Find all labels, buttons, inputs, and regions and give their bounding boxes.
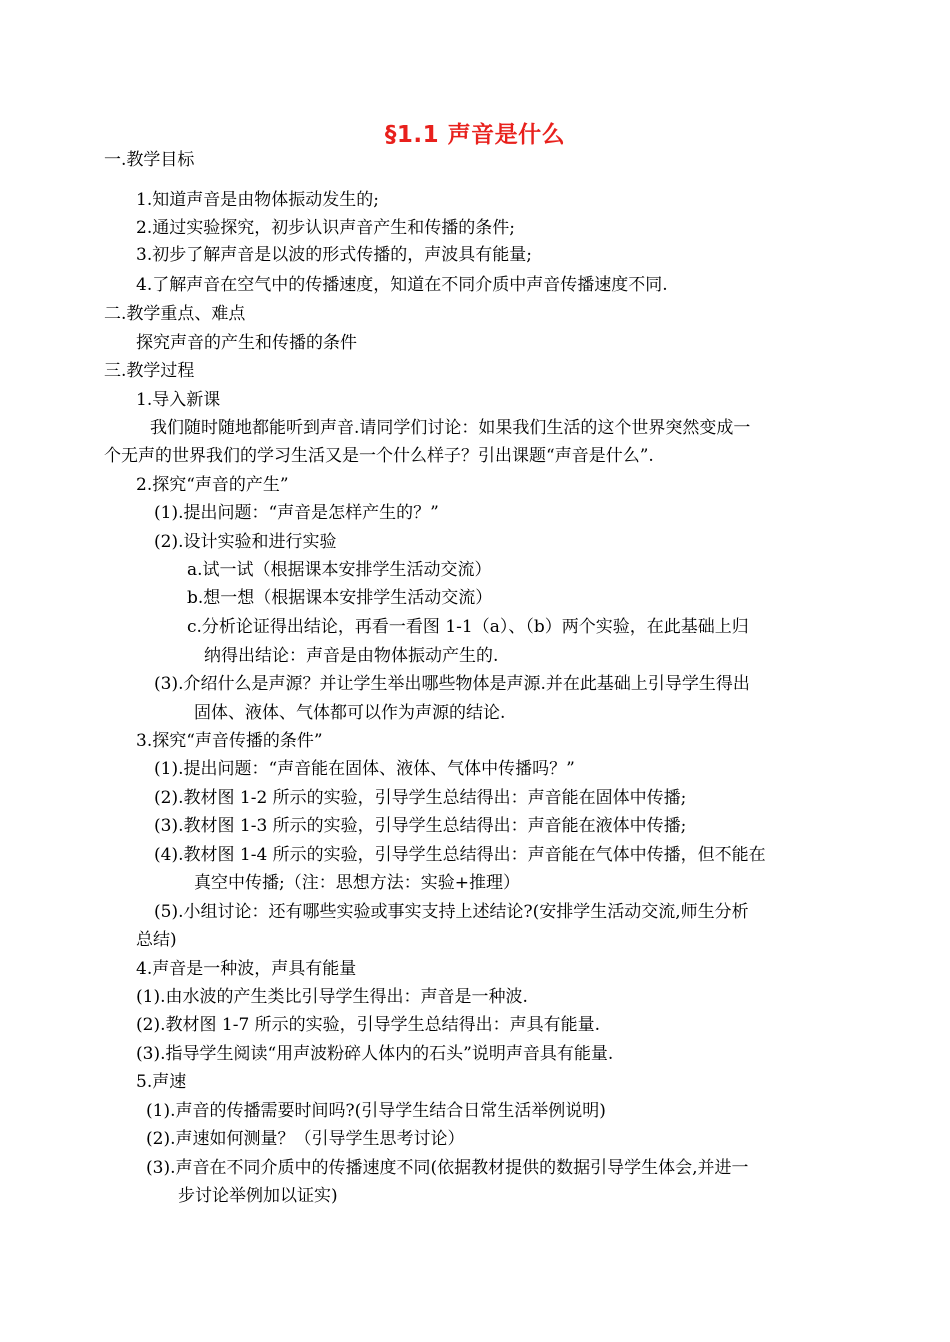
list-item: (3).声音在不同介质中的传播速度不同(依据教材提供的数据引导学生体会,并进一 [146,1158,749,1178]
list-item-continued: 固体、液体、气体都可以作为声源的结论. [194,703,506,723]
list-item: b.想一想（根据课本安排学生活动交流） [187,588,493,608]
subsection-heading: 1.导入新课 [136,390,221,410]
list-item: (2).设计实验和进行实验 [154,532,337,552]
list-item: (5).小组讨论：还有哪些实验或事实支持上述结论?(安排学生活动交流,师生分析 [154,902,749,922]
list-item: (1).提出问题：“声音是怎样产生的？” [154,503,439,523]
page-title: §1.1 声音是什么 [384,122,566,148]
section-heading: 三.教学过程 [104,361,195,381]
goal-item: 2.通过实验探究，初步认识声音产生和传播的条件; [136,218,515,238]
list-item: (3).介绍什么是声源？并让学生举出哪些物体是声源.并在此基础上引导学生得出 [154,674,750,694]
subsection-heading: 2.探究“声音的产生” [136,475,289,495]
list-item: (3).教材图 1-3 所示的实验，引导学生总结得出：声音能在液体中传播; [154,816,687,836]
goal-item: 3.初步了解声音是以波的形式传播的，声波具有能量; [136,245,532,265]
subsection-heading: 3.探究“声音传播的条件” [136,731,323,751]
list-item: (2).教材图 1-2 所示的实验，引导学生总结得出：声音能在固体中传播; [154,788,687,808]
list-item: (1).提出问题：“声音能在固体、液体、气体中传播吗？” [154,759,575,779]
paragraph-line: 个无声的世界我们的学习生活又是一个什么样子？引出课题“声音是什么”. [104,446,654,466]
goal-item: 4.了解声音在空气中的传播速度，知道在不同介质中声音传播速度不同. [136,275,668,295]
list-item: a.试一试（根据课本安排学生活动交流） [187,560,492,580]
list-item: c.分析论证得出结论，再看一看图 1-1（a）、（b）两个实验，在此基础上归 [187,617,749,637]
section-heading: 一.教学目标 [104,150,195,170]
subsection-heading: 4.声音是一种波，声具有能量 [136,959,357,979]
subsection-heading: 5.声速 [136,1072,187,1092]
paragraph-line: 探究声音的产生和传播的条件 [136,333,357,353]
list-item-continued: 总结) [136,930,177,950]
list-item: (4).教材图 1-4 所示的实验，引导学生总结得出：声音能在气体中传播，但不能在 [154,845,766,865]
section-heading: 二.教学重点、难点 [104,304,246,324]
paragraph-line: 我们随时随地都能听到声音.请同学们讨论：如果我们生活的这个世界突然变成一 [150,418,751,438]
goal-item: 1.知道声音是由物体振动发生的; [136,190,379,210]
list-item: (2).教材图 1-7 所示的实验，引导学生总结得出：声具有能量. [136,1015,601,1035]
list-item-continued: 步讨论举例加以证实) [178,1186,338,1206]
list-item: (2).声速如何测量？（引导学生思考讨论） [146,1129,465,1149]
list-item-continued: 真空中传播;（注：思想方法：实验+推理） [194,873,520,893]
list-item: (3).指导学生阅读“用声波粉碎人体内的石头”说明声音具有能量. [136,1044,614,1064]
list-item: (1).声音的传播需要时间吗?(引导学生结合日常生活举例说明) [146,1101,606,1121]
list-item-continued: 纳得出结论：声音是由物体振动产生的. [204,646,499,666]
list-item: (1).由水波的产生类比引导学生得出：声音是一种波. [136,987,528,1007]
